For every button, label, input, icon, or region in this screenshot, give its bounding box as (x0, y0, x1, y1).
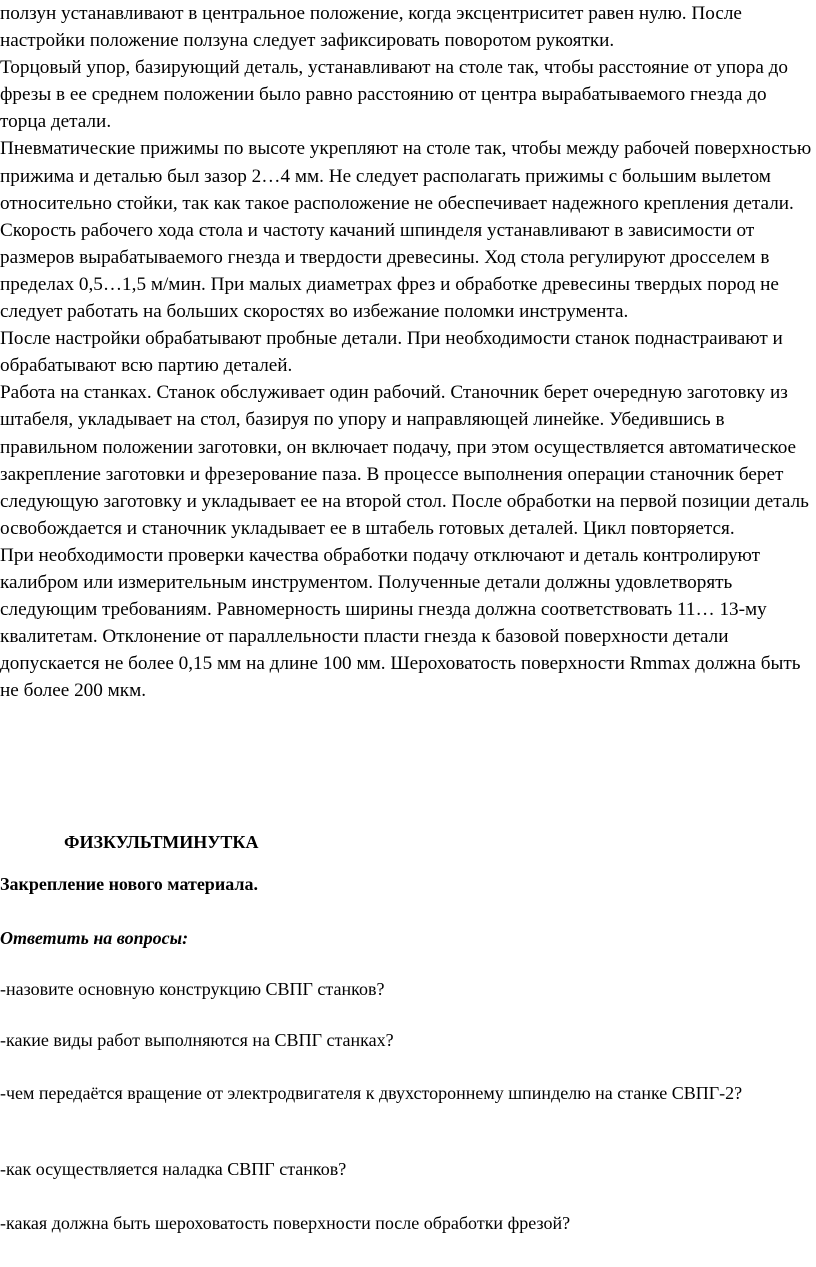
question-item: -какая должна быть шероховатость поверхности после обработки фрезой? (0, 1213, 571, 1233)
question-item: -как осуществляется наладка СВПГ станков? (0, 1159, 347, 1179)
paragraph-table-speed: Скорость рабочего хода стола и частоту качаний шпинделя устанавливают в зависимости от размеров вырабатываемого гнезда и твердости древесины. Ход стола регулируют дросселем в пределах 0,5…1,5 м/мин. При малых диаметрах фрез и обработке древесины твердых пород не следует работать на больших скоростях во избежание поломки инструмента. (0, 219, 779, 323)
paragraph-slider-setup: ползун устанавливают в центральное положение, когда эксцентриситет равен нулю. После настройки положение ползуна следует зафиксировать поворотом рукоятки. (0, 3, 742, 52)
heading-answer-questions: Ответить на вопросы: (0, 928, 189, 948)
paragraph-test-parts: После настройки обрабатывают пробные детали. При необходимости станок поднастраивают и обрабатывают всю партию деталей. (0, 328, 783, 377)
question-item: -назовите основную конструкцию СВПГ станков? (0, 979, 385, 999)
paragraph-machine-work: Работа на станках. Станок обслуживает один рабочий. Станочник берет очередную заготовку из штабеля, укладывает на стол, базируя по упору и направляющей линейке. Убедившись в правильном положении заготовки, он включает подачу, при этом осуществляется автоматическое закрепление заготовки и фрезерование паза. В процессе выполнения операции станочник берет следующую заготовку и укладывает ее на второй стол. После обработки на первой позиции деталь освобождается и станочник укладывает ее в штабель готовых деталей. Цикл повторяется. (0, 382, 809, 539)
heading-fizkultminutka: ФИЗКУЛЬТМИНУТКА (64, 832, 259, 852)
heading-consolidation: Закрепление нового материала. (0, 874, 258, 894)
paragraph-pneumatic-clamps: Пневматические прижимы по высоте укрепляют на столе так, чтобы между рабочей поверхностью прижима и деталью был зазор 2…4 мм. Не следует располагать прижимы с большим вылетом относительно стойки, так как такое расположение не обеспечивает надежного крепления детали. (0, 138, 812, 214)
paragraph-quality-check: При необходимости проверки качества обработки подачу отключают и деталь контролируют калибром или измерительным инструментом. Полученные детали должны удовлетворять следующим требованиям. Равномерность ширины гнезда должна соответствовать 11… 13-му квалитетам. Отклонение от параллельности пласти гнезда к базовой поверхности детали допускается не более 0,15 мм на длине 100 мм. Шероховатость поверхности Rmmax должна быть не более 200 мкм. (0, 544, 801, 702)
question-item: -чем передаётся вращение от электродвигателя к двухстороннему шпинделю на станке СВПГ-2? (0, 1083, 743, 1103)
question-item: -какие виды работ выполняются на СВПГ станках? (0, 1030, 394, 1050)
paragraph-end-stop: Торцовый упор, базирующий деталь, устанавливают на столе так, чтобы расстояние от упора до фрезы в ее среднем положении было равно расстоянию от центра вырабатываемого гнезда до торца детали. (0, 57, 789, 133)
